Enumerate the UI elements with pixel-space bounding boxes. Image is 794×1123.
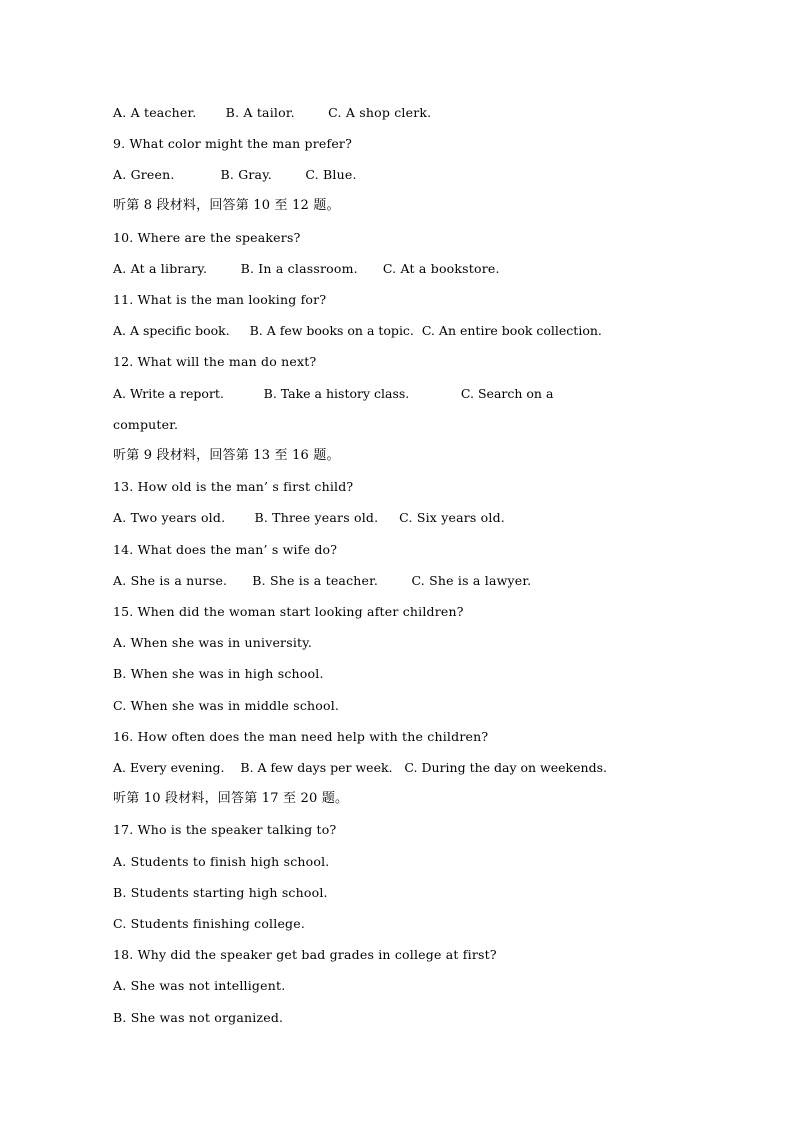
q11-options: A. A specific book. B. A few books on a topic. C. An entire book collection.	[113, 323, 602, 338]
q8-options: A. A teacher. B. A tailor. C. A shop clerk.	[113, 105, 432, 120]
question-17: 17. Who is the speaker talking to?	[113, 822, 337, 837]
question-11: 11. What is the man looking for?	[113, 292, 327, 307]
q17-option-b: B. Students starting high school.	[113, 885, 328, 900]
q15-option-b: B. When she was in high school.	[113, 666, 324, 681]
question-18: 18. Why did the speaker get bad grades in college at first?	[113, 947, 497, 962]
q15-option-a: A. When she was in university.	[113, 635, 313, 650]
q9-options: A. Green. B. Gray. C. Blue.	[113, 167, 357, 182]
question-9: 9. What color might the man prefer?	[113, 136, 352, 151]
question-16: 16. How often does the man need help with the children?	[113, 729, 489, 744]
q15-option-c: C. When she was in middle school.	[113, 698, 340, 713]
q17-option-c: C. Students finishing college.	[113, 916, 306, 931]
section-heading-9: 听第 9 段材料，回答第 13 至 16 题。	[113, 448, 340, 463]
question-12: 12. What will the man do next?	[113, 354, 317, 369]
q14-options: A. She is a nurse. B. She is a teacher. C. She is a lawyer.	[113, 573, 532, 588]
q16-options: A. Every evening. B. A few days per week. C. During the day on weekends.	[113, 760, 607, 775]
q18-option-b: B. She was not organized.	[113, 1010, 284, 1025]
section-heading-10: 听第 10 段材料，回答第 17 至 20 题。	[113, 791, 349, 806]
q13-options: A. Two years old. B. Three years old. C. Six years old.	[113, 510, 505, 525]
q12-options-continued: computer.	[113, 417, 179, 432]
question-14: 14. What does the man’ s wife do?	[113, 542, 338, 557]
q17-option-a: A. Students to finish high school.	[113, 854, 330, 869]
question-10: 10. Where are the speakers?	[113, 230, 301, 245]
question-13: 13. How old is the man’ s first child?	[113, 479, 354, 494]
section-heading-8: 听第 8 段材料，回答第 10 至 12 题。	[113, 198, 340, 213]
q12-options: A. Write a report. B. Take a history class. C. Search on a	[113, 386, 554, 401]
q10-options: A. At a library. B. In a classroom. C. At a bookstore.	[113, 261, 500, 276]
question-15: 15. When did the woman start looking after children?	[113, 604, 464, 619]
q18-option-a: A. She was not intelligent.	[113, 978, 286, 993]
